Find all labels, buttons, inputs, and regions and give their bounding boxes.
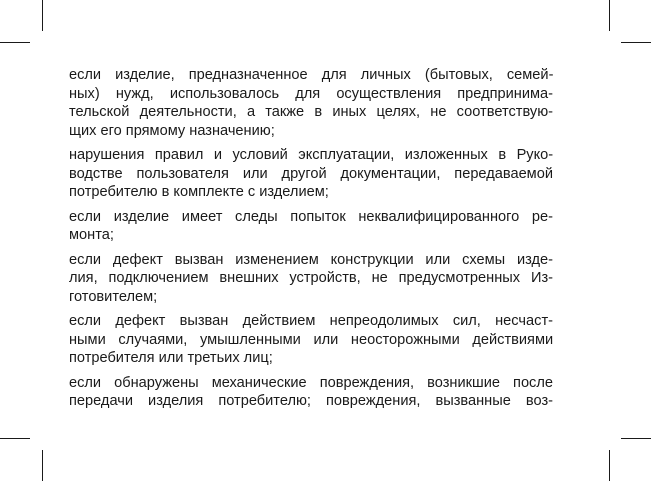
document-body — [69, 66, 553, 417]
paragraph-mechanical-damage — [69, 374, 553, 411]
crop-mark-bottom-left-vertical — [42, 450, 43, 481]
crop-mark-top-right-horizontal — [621, 42, 651, 43]
text-line: если изделие, предназначенное для личных (бытовых, семей- — [69, 67, 554, 83]
crop-mark-top-right-vertical — [609, 0, 610, 31]
text-line: передачи изделия потребителю; повреждения, вызванные воз- — [69, 393, 553, 409]
text-line: нарушения правил и условий эксплуатации, изложенных в Руко- — [69, 147, 554, 163]
text-line: если изделие имеет следы попыток неквалифицированного ре- — [69, 208, 553, 225]
text-line: если дефект вызван действием непреодолимых сил, несчаст- — [69, 313, 553, 329]
paragraph-commercial-use — [69, 66, 553, 140]
paragraph-unqualified-repair — [69, 208, 553, 245]
text-line: потребителю в комплекте с изделием; — [69, 184, 329, 200]
text-line: монта; — [69, 227, 114, 243]
crop-mark-bottom-right-horizontal — [621, 438, 651, 439]
text-line: лия, подключением внешних устройств, не предусмотренных Из- — [69, 270, 553, 286]
crop-mark-top-left-vertical — [42, 0, 43, 31]
paragraph-design-change — [69, 251, 553, 307]
text-line: если дефект вызван изменением конструкции или схемы изде- — [69, 251, 553, 268]
crop-mark-bottom-left-horizontal — [0, 438, 30, 439]
paragraph-operation-rules — [69, 146, 553, 202]
text-line: ными случаями, умышленными или неосторожными действиями — [69, 331, 554, 348]
crop-mark-bottom-right-vertical — [609, 450, 610, 481]
crop-mark-top-left-horizontal — [0, 42, 30, 43]
text-line: щих его прямому назначению; — [69, 122, 275, 139]
text-line: готовителем; — [69, 288, 158, 305]
text-line: если обнаружены механические повреждения, возникшие после — [69, 374, 553, 391]
text-line: потребителя или третьих лиц; — [69, 350, 273, 366]
text-line: водстве пользователя или другой документации, передаваемой — [69, 165, 553, 182]
text-line: ных) нужд, использовалось для осуществления предпринима- — [69, 85, 553, 102]
text-line: тельской деятельности, а также в иных целях, не соответствую- — [69, 104, 553, 120]
paragraph-force-majeure — [69, 312, 553, 368]
